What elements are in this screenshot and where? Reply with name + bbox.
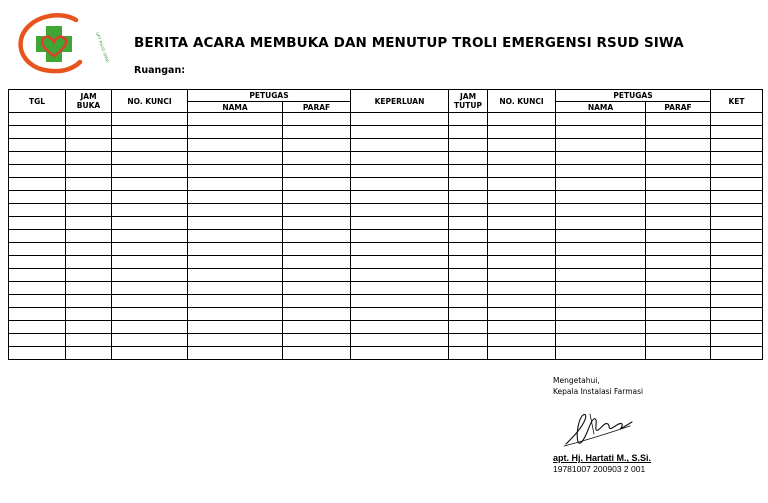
table-cell [9, 295, 66, 308]
header-jam-buka-line2: BUKA [76, 101, 101, 110]
table-cell [711, 295, 763, 308]
table-cell [112, 321, 188, 334]
table-cell [556, 178, 646, 191]
table-cell [66, 191, 112, 204]
table-cell [646, 152, 711, 165]
table-cell [488, 269, 556, 282]
table-cell [66, 243, 112, 256]
table-cell [556, 295, 646, 308]
table-cell [188, 126, 283, 139]
handwritten-signature [560, 404, 638, 450]
table-cell [112, 217, 188, 230]
table-cell [66, 308, 112, 321]
log-table [8, 89, 763, 360]
table-cell [711, 191, 763, 204]
header-paraf-buka: PARAF [283, 102, 351, 113]
table-row [9, 282, 763, 295]
table-cell [66, 230, 112, 243]
table-cell [488, 178, 556, 191]
table-cell [66, 334, 112, 347]
table-cell [188, 243, 283, 256]
table-cell [112, 204, 188, 217]
table-cell [449, 191, 488, 204]
table-row [9, 126, 763, 139]
table-cell [351, 308, 449, 321]
table-cell [283, 334, 351, 347]
table-cell [449, 152, 488, 165]
table-cell [449, 295, 488, 308]
table-cell [112, 113, 188, 126]
table-cell [283, 321, 351, 334]
table-cell [488, 282, 556, 295]
table-cell [711, 334, 763, 347]
table-cell [449, 282, 488, 295]
table-cell [711, 256, 763, 269]
table-cell [488, 347, 556, 360]
header-petugas-buka: PETUGAS [188, 90, 351, 102]
table-cell [711, 113, 763, 126]
table-cell [449, 178, 488, 191]
table-cell [556, 321, 646, 334]
table-cell [646, 308, 711, 321]
table-cell [283, 243, 351, 256]
table-cell [556, 269, 646, 282]
table-cell [488, 256, 556, 269]
table-cell [188, 139, 283, 152]
table-cell [711, 126, 763, 139]
table-cell [9, 113, 66, 126]
table-cell [556, 204, 646, 217]
header-keperluan: KEPERLUAN [351, 90, 449, 113]
table-cell [488, 334, 556, 347]
table-cell [351, 347, 449, 360]
table-cell [112, 295, 188, 308]
table-cell [9, 191, 66, 204]
table-cell [188, 113, 283, 126]
table-cell [449, 269, 488, 282]
table-cell [711, 178, 763, 191]
table-cell [283, 178, 351, 191]
table-cell [9, 230, 66, 243]
table-cell [351, 256, 449, 269]
table-cell [556, 126, 646, 139]
header-no-kunci-tutup: NO. KUNCI [488, 90, 556, 113]
table-cell [9, 321, 66, 334]
table-cell [9, 282, 66, 295]
table-cell [188, 165, 283, 178]
table-cell [488, 295, 556, 308]
table-cell [283, 230, 351, 243]
header-ket: KET [711, 90, 763, 113]
table-cell [351, 165, 449, 178]
table-cell [351, 191, 449, 204]
table-cell [188, 308, 283, 321]
table-cell [351, 243, 449, 256]
table-cell [449, 126, 488, 139]
table-cell [188, 204, 283, 217]
table-row [9, 334, 763, 347]
table-cell [112, 256, 188, 269]
table-cell [449, 334, 488, 347]
table-cell [488, 321, 556, 334]
table-cell [449, 113, 488, 126]
table-cell [449, 217, 488, 230]
table-cell [283, 256, 351, 269]
table-cell [9, 165, 66, 178]
table-cell [112, 269, 188, 282]
table-cell [188, 256, 283, 269]
table-cell [646, 256, 711, 269]
table-cell [66, 256, 112, 269]
table-row [9, 269, 763, 282]
table-row [9, 113, 763, 126]
table-cell [112, 191, 188, 204]
table-cell [711, 308, 763, 321]
table-cell [9, 269, 66, 282]
table-cell [488, 243, 556, 256]
table-cell [646, 191, 711, 204]
table-cell [556, 334, 646, 347]
table-cell [188, 295, 283, 308]
table-cell [449, 243, 488, 256]
table-cell [646, 217, 711, 230]
table-row [9, 308, 763, 321]
table-cell [66, 152, 112, 165]
table-cell [646, 347, 711, 360]
table-cell [9, 308, 66, 321]
header-paraf-tutup: PARAF [646, 102, 711, 113]
table-cell [351, 113, 449, 126]
table-row [9, 256, 763, 269]
table-cell [66, 165, 112, 178]
table-cell [9, 243, 66, 256]
table-cell [283, 217, 351, 230]
table-cell [488, 126, 556, 139]
table-cell [351, 204, 449, 217]
table-row [9, 178, 763, 191]
table-cell [351, 334, 449, 347]
table-cell [283, 295, 351, 308]
header-nama-buka: NAMA [188, 102, 283, 113]
table-row [9, 204, 763, 217]
table-cell [646, 126, 711, 139]
table-cell [646, 269, 711, 282]
table-cell [711, 204, 763, 217]
table-cell [556, 139, 646, 152]
table-cell [66, 178, 112, 191]
header-no-kunci-buka: NO. KUNCI [112, 90, 188, 113]
table-cell [9, 334, 66, 347]
table-cell [112, 334, 188, 347]
table-cell [9, 139, 66, 152]
hospital-logo [16, 12, 111, 74]
table-cell [283, 191, 351, 204]
table-cell [556, 243, 646, 256]
header-jam-tutup-line1: JAM [459, 92, 477, 101]
table-cell [711, 347, 763, 360]
table-cell [9, 256, 66, 269]
table-cell [9, 217, 66, 230]
signature-block [553, 375, 643, 397]
table-cell [449, 230, 488, 243]
table-cell [188, 230, 283, 243]
table-cell [188, 321, 283, 334]
table-cell [112, 139, 188, 152]
table-cell [556, 308, 646, 321]
table-cell [188, 152, 283, 165]
table-cell [112, 126, 188, 139]
table-cell [112, 165, 188, 178]
table-cell [112, 347, 188, 360]
table-cell [488, 139, 556, 152]
table-cell [351, 217, 449, 230]
table-cell [711, 269, 763, 282]
table-cell [283, 126, 351, 139]
table-cell [711, 321, 763, 334]
table-row [9, 217, 763, 230]
signer-name: apt. Hj. Hartati M., S.Si. [553, 453, 652, 463]
table-cell [188, 334, 283, 347]
table-cell [283, 204, 351, 217]
table-cell [112, 282, 188, 295]
table-cell [9, 126, 66, 139]
table-cell [449, 321, 488, 334]
table-row [9, 347, 763, 360]
table-row [9, 139, 763, 152]
table-cell [351, 230, 449, 243]
table-cell [188, 178, 283, 191]
table-cell [488, 308, 556, 321]
table-cell [449, 165, 488, 178]
header-jam-buka [66, 90, 112, 113]
table-cell [188, 217, 283, 230]
table-cell [188, 347, 283, 360]
table-cell [646, 204, 711, 217]
table-cell [556, 230, 646, 243]
log-table-body [9, 113, 763, 360]
table-cell [283, 113, 351, 126]
table-cell [449, 139, 488, 152]
table-cell [351, 139, 449, 152]
table-cell [488, 152, 556, 165]
table-cell [66, 217, 112, 230]
table-cell [66, 204, 112, 217]
table-cell [556, 217, 646, 230]
table-row [9, 191, 763, 204]
table-cell [711, 152, 763, 165]
table-row [9, 165, 763, 178]
table-row [9, 321, 763, 334]
table-cell [646, 334, 711, 347]
table-cell [646, 165, 711, 178]
table-cell [112, 243, 188, 256]
document-title: BERITA ACARA MEMBUKA DAN MENUTUP TROLI EMERGENSI RSUD SIWA [134, 35, 684, 51]
table-cell [449, 308, 488, 321]
table-cell [556, 347, 646, 360]
table-row [9, 295, 763, 308]
table-cell [112, 308, 188, 321]
table-cell [283, 152, 351, 165]
table-cell [188, 282, 283, 295]
table-row [9, 230, 763, 243]
table-cell [646, 113, 711, 126]
table-cell [66, 113, 112, 126]
table-cell [112, 178, 188, 191]
table-cell [112, 152, 188, 165]
ruangan-label: Ruangan: [134, 65, 186, 76]
table-cell [646, 295, 711, 308]
table-cell [556, 282, 646, 295]
table-cell [66, 269, 112, 282]
table-cell [66, 282, 112, 295]
table-cell [9, 204, 66, 217]
table-cell [351, 295, 449, 308]
position-label: Kepala Instalasi Farmasi [553, 387, 644, 396]
table-cell [449, 256, 488, 269]
table-cell [351, 321, 449, 334]
table-cell [646, 139, 711, 152]
header-nama-tutup: NAMA [556, 102, 646, 113]
signer-nip: 19781007 200903 2 001 [553, 464, 646, 474]
table-cell [112, 230, 188, 243]
table-cell [556, 165, 646, 178]
table-cell [646, 230, 711, 243]
table-cell [283, 139, 351, 152]
table-cell [711, 139, 763, 152]
table-cell [283, 282, 351, 295]
table-cell [66, 126, 112, 139]
table-cell [351, 269, 449, 282]
table-cell [711, 165, 763, 178]
header-jam-tutup-line2: TUTUP [454, 101, 482, 110]
table-cell [488, 230, 556, 243]
table-cell [711, 282, 763, 295]
table-cell [66, 321, 112, 334]
table-cell [351, 282, 449, 295]
table-cell [646, 282, 711, 295]
header-petugas-tutup: PETUGAS [556, 90, 711, 102]
table-cell [711, 217, 763, 230]
header-tgl: TGL [9, 90, 66, 113]
table-cell [556, 152, 646, 165]
table-cell [488, 165, 556, 178]
table-cell [711, 243, 763, 256]
table-cell [488, 217, 556, 230]
table-row [9, 243, 763, 256]
table-cell [66, 347, 112, 360]
table-cell [449, 347, 488, 360]
table-cell [188, 269, 283, 282]
table-cell [283, 347, 351, 360]
table-row [9, 152, 763, 165]
table-cell [646, 243, 711, 256]
table-cell [488, 113, 556, 126]
table-cell [66, 139, 112, 152]
table-cell [711, 230, 763, 243]
table-cell [488, 204, 556, 217]
table-cell [283, 165, 351, 178]
table-cell [556, 256, 646, 269]
table-cell [449, 204, 488, 217]
table-cell [556, 113, 646, 126]
table-cell [488, 191, 556, 204]
table-cell [646, 178, 711, 191]
table-cell [283, 269, 351, 282]
header-jam-tutup [449, 90, 488, 113]
table-cell [351, 152, 449, 165]
table-cell [556, 191, 646, 204]
table-cell [9, 178, 66, 191]
table-cell [9, 347, 66, 360]
table-cell [188, 191, 283, 204]
mengetahui-label: Mengetahui, [553, 376, 600, 385]
table-cell [646, 321, 711, 334]
table-cell [283, 308, 351, 321]
table-cell [351, 178, 449, 191]
svg-text:UPT RSUD SIWA: UPT RSUD SIWA [94, 31, 111, 64]
table-cell [351, 126, 449, 139]
table-cell [9, 152, 66, 165]
table-cell [66, 295, 112, 308]
header-jam-buka-line1: JAM [80, 92, 97, 101]
